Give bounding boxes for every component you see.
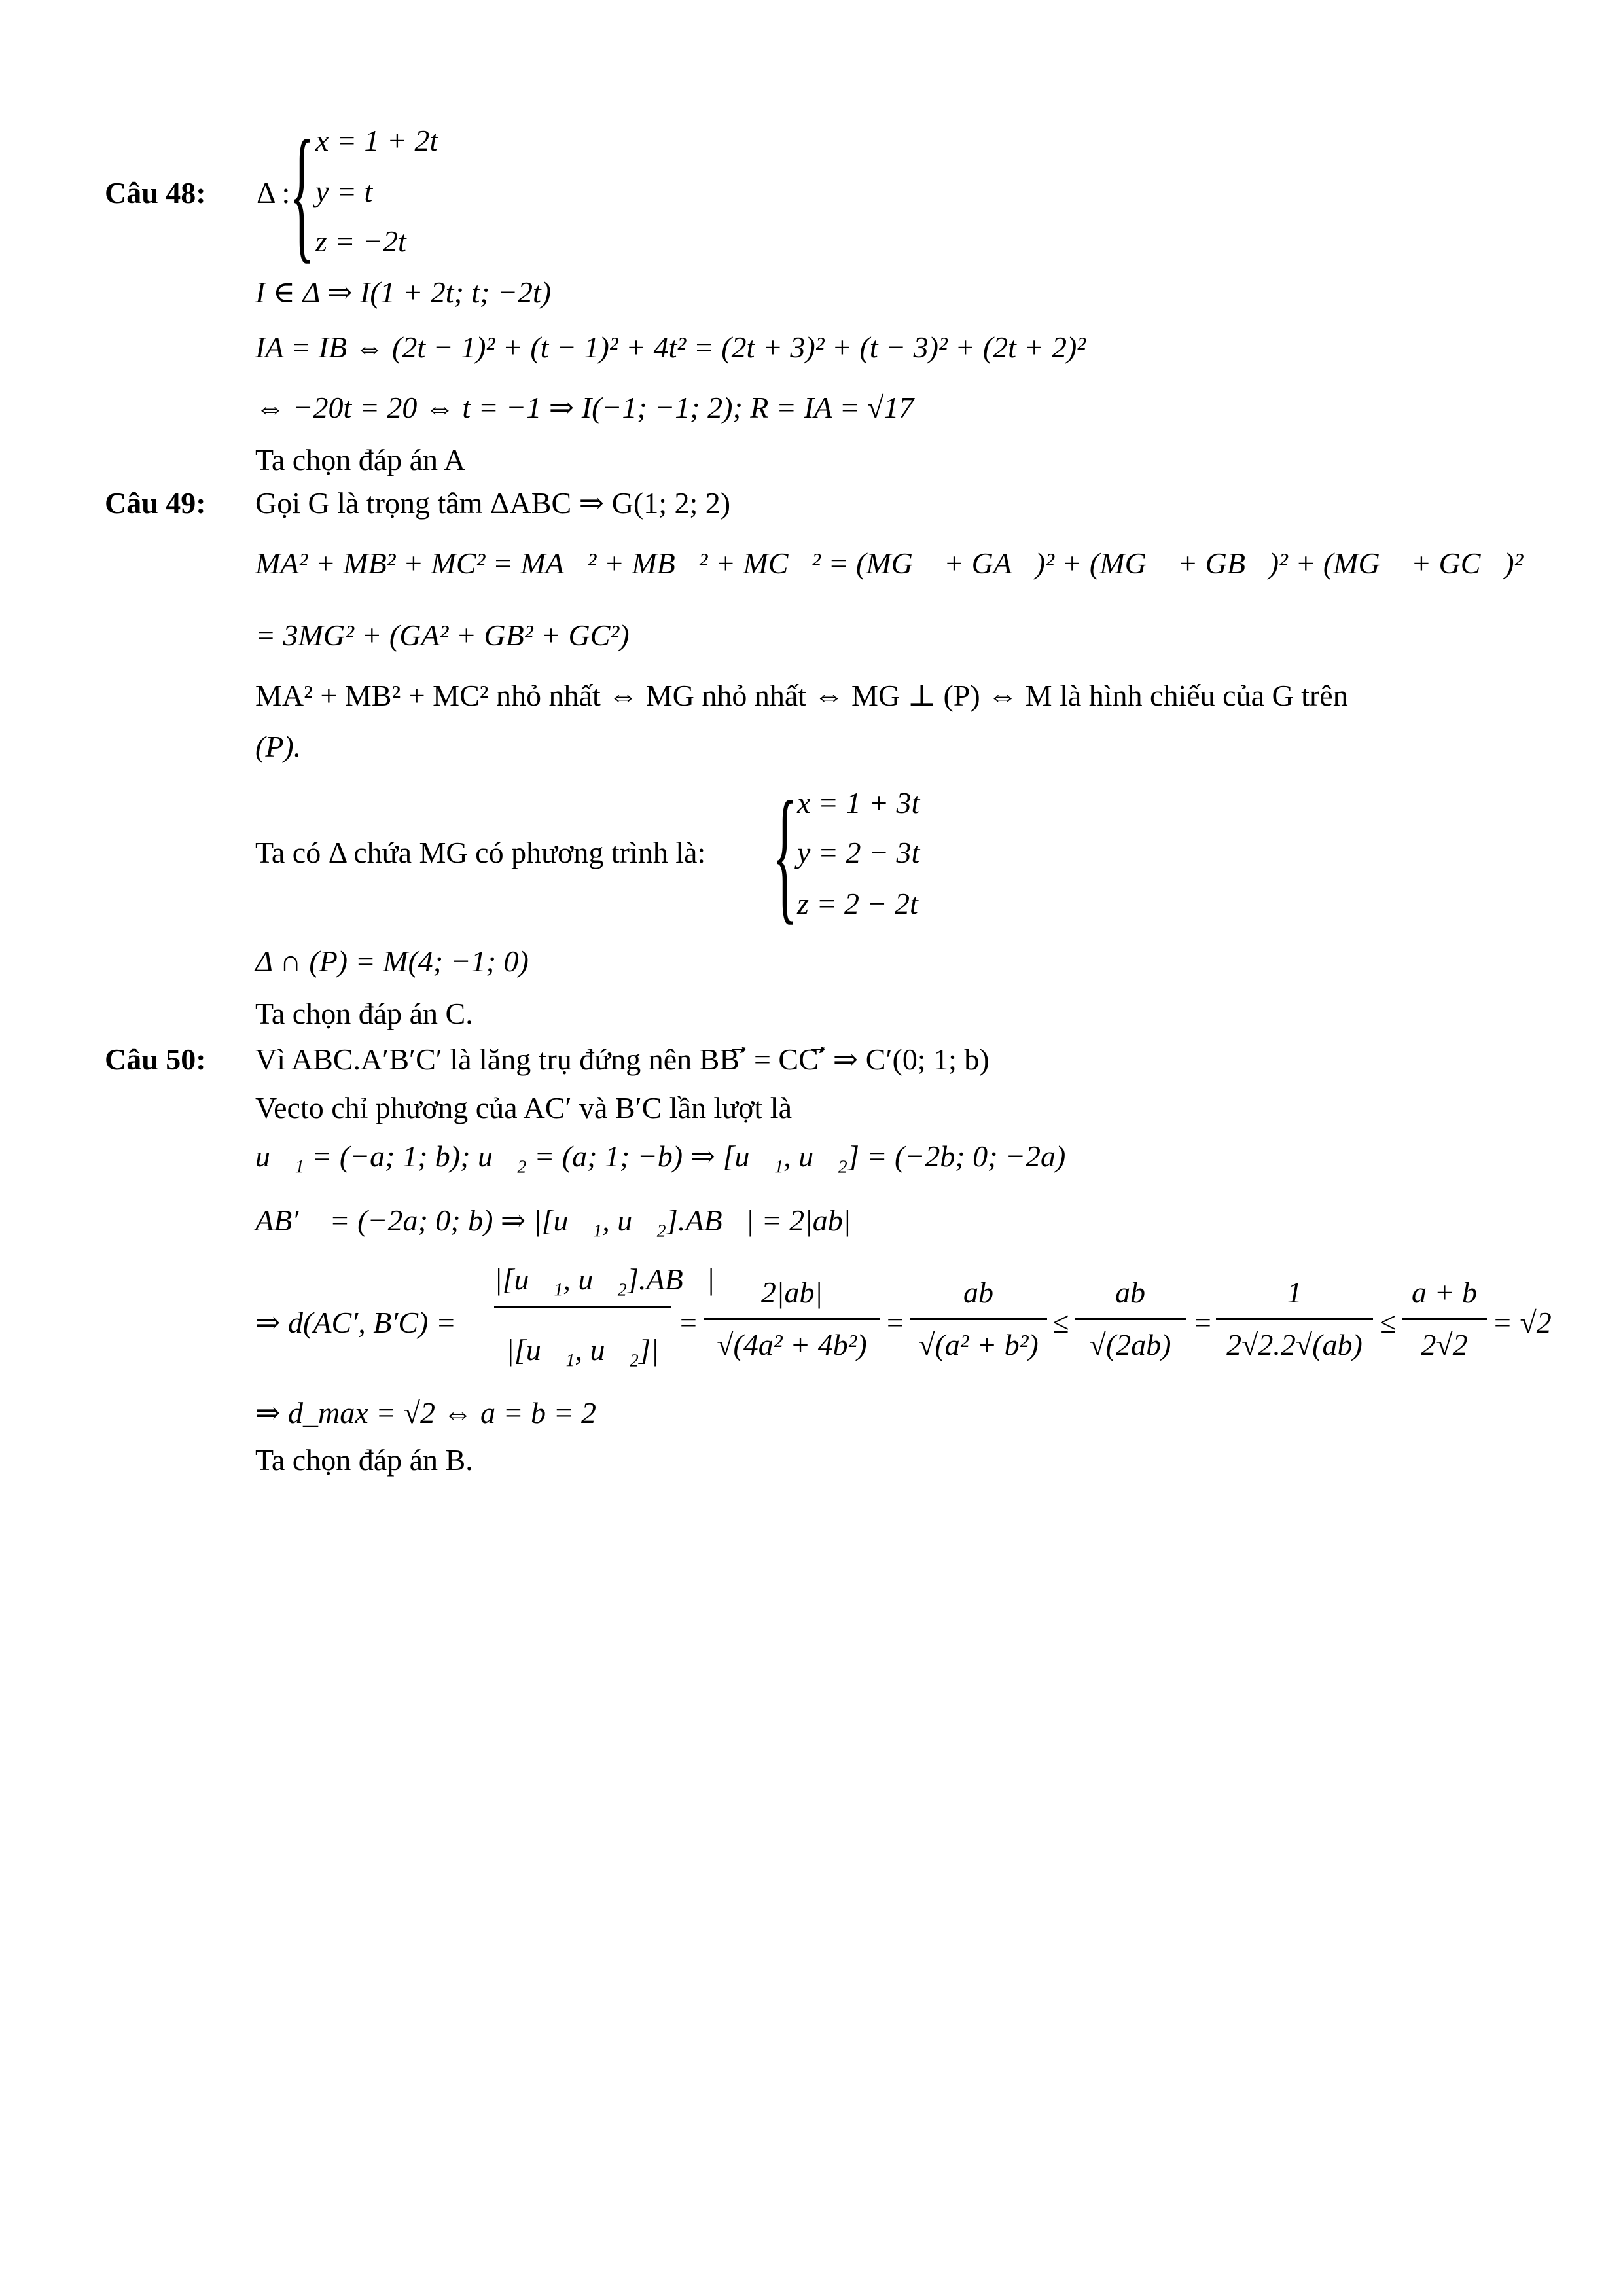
q50-frac3-bar	[910, 1318, 1047, 1320]
q50-label: Câu 50:	[105, 1043, 206, 1076]
q50-frac2-num: 2|ab|	[760, 1276, 823, 1309]
q50-frac5-num: 1	[1287, 1276, 1302, 1309]
q50-line-6: ⇒ d_max = √2 ⇔ a = b = 2	[255, 1396, 597, 1429]
q50-frac2-bar	[704, 1318, 880, 1320]
q49-sys-x: x = 1 + 3t	[797, 786, 920, 819]
q50-frac1-num: |[u⃗₁, u⃗₂].AB⃗|	[494, 1263, 715, 1296]
q49-system-brace: {	[772, 770, 798, 937]
q50-le-2: ≤	[1380, 1306, 1397, 1339]
q50-frac4-bar	[1075, 1318, 1186, 1320]
q50-line-2: Vecto chỉ phương của AC′ và B′C lần lượt là	[255, 1091, 793, 1124]
q50-frac1-den: |[u⃗₁, u⃗₂]|	[506, 1333, 659, 1367]
q48-sys-y: y = t	[315, 175, 373, 208]
q48-line-3: ⇔ −20t = 20 ⇔ t = −1 ⇒ I(−1; −1; 2); R = IA = √17	[255, 391, 914, 424]
q48-line-1: I ∈ Δ ⇒ I(1 + 2t; t; −2t)	[255, 276, 552, 309]
q49-line-7: Δ ∩ (P) = M(4; −1; 0)	[255, 944, 529, 978]
q48-system-brace: {	[289, 109, 315, 276]
q49-line-6: Ta có Δ chứa MG có phương trình là:	[255, 836, 706, 869]
q49-line-4: MA² + MB² + MC² nhỏ nhất ⇔ MG nhỏ nhất ⇔ MG ⊥ (P) ⇔ M là hình chiếu của G trên	[255, 679, 1348, 712]
q50-frac5-bar	[1216, 1318, 1373, 1320]
q49-line-3: = 3MG² + (GA² + GB² + GC²)	[255, 619, 630, 652]
q50-frac2-den: √(4a² + 4b²)	[717, 1328, 867, 1361]
q49-label: Câu 49:	[105, 486, 206, 520]
q50-distance-rhs: = √2	[1492, 1306, 1552, 1339]
q50-line-3: u⃗₁ = (−a; 1; b); u⃗₂ = (a; 1; −b) ⇒ [u⃗₁, u⃗₂] = (−2b; 0; −2a)	[255, 1139, 1066, 1173]
q50-frac6-num: a + b	[1411, 1276, 1478, 1309]
q48-sys-z: z = −2t	[315, 224, 406, 258]
q48-answer: Ta chọn đáp án A	[255, 443, 466, 476]
q48-label: Câu 48:	[105, 176, 206, 209]
q49-line-1: Gọi G là trọng tâm ΔABC ⇒ G(1; 2; 2)	[255, 486, 731, 520]
q50-frac4-den: √(2ab)	[1089, 1328, 1171, 1361]
q50-eq-3: =	[1192, 1306, 1213, 1339]
q48-line-2: IA = IB ⇔ (2t − 1)² + (t − 1)² + 4t² = (2t + 3)² + (t − 3)² + (2t + 2)²	[255, 331, 1086, 364]
q50-frac4-num: ab	[1115, 1276, 1145, 1309]
q50-frac3-num: ab	[963, 1276, 993, 1309]
q50-frac6-den: 2√2	[1421, 1328, 1468, 1361]
q50-eq-2: =	[885, 1306, 906, 1339]
q50-answer: Ta chọn đáp án B.	[255, 1443, 473, 1477]
q48-delta: Δ :	[257, 176, 291, 209]
q50-frac6-bar	[1402, 1318, 1487, 1320]
q50-distance-lhs: ⇒ d(AC′, B′C) =	[255, 1306, 456, 1339]
q49-answer: Ta chọn đáp án C.	[255, 997, 473, 1030]
q50-frac5-den: 2√2.2√(ab)	[1226, 1328, 1363, 1361]
q50-line-1: Vì ABC.A′B′C′ là lăng trụ đứng nên BB′⃗ = CC′⃗ ⇒ C′(0; 1; b)	[255, 1043, 990, 1076]
q48-sys-x: x = 1 + 2t	[315, 124, 438, 157]
q50-eq-1: =	[678, 1306, 699, 1339]
q49-line-2: MA² + MB² + MC² = MA⃗² + MB⃗² + MC⃗² = (MG⃗ + GA⃗)² + (MG⃗ + GB⃗)² + (MG⃗ + GC⃗)²	[255, 547, 1524, 580]
q49-sys-y: y = 2 − 3t	[797, 836, 920, 869]
q49-sys-z: z = 2 − 2t	[797, 887, 918, 920]
q50-frac3-den: √(a² + b²)	[918, 1328, 1039, 1361]
q49-line-5: (P).	[255, 730, 302, 763]
q50-le-1: ≤	[1052, 1306, 1069, 1339]
q50-frac1-bar	[494, 1306, 671, 1308]
q50-line-4: AB′⃗ = (−2a; 0; b) ⇒ |[u⃗₁, u⃗₂].AB⃗| = 2|ab|	[255, 1204, 851, 1237]
